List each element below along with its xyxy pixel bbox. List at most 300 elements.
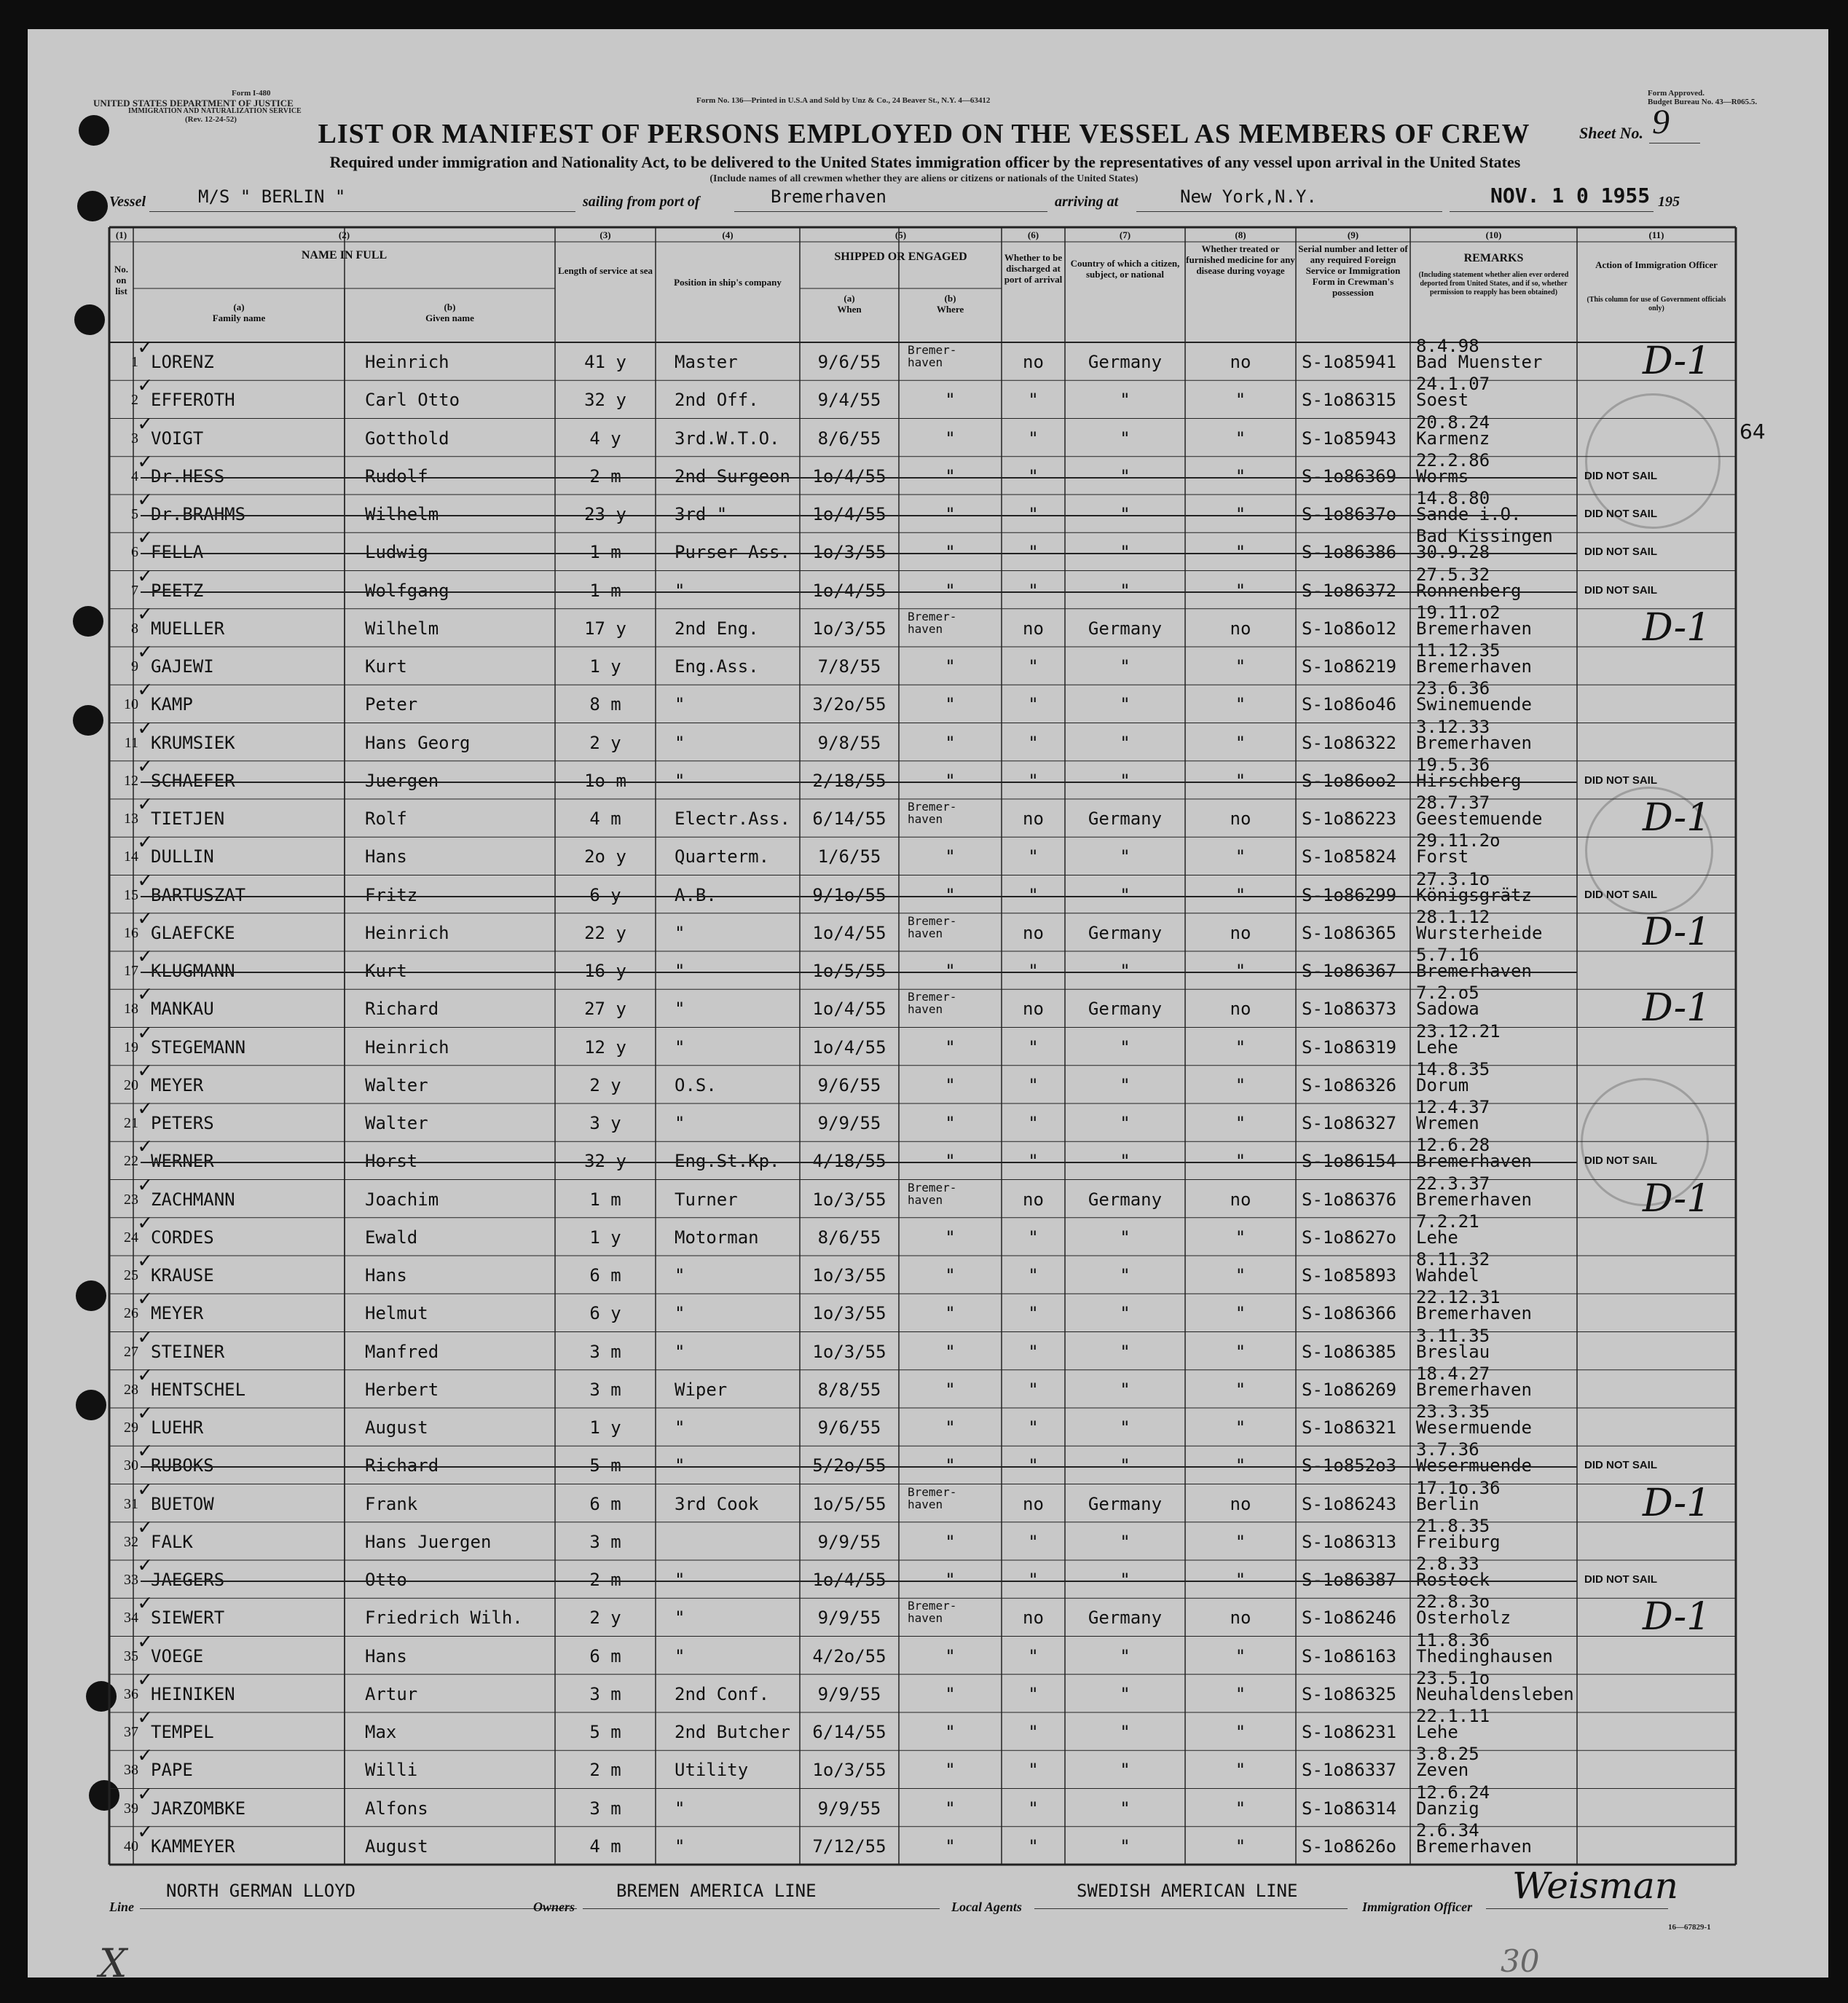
shipped-when: 1o/4/55 (812, 922, 886, 943)
strike-through-line (141, 896, 1577, 897)
col-when-header: (a) When (837, 293, 862, 315)
service: IMMIGRATION AND NATURALIZATION SERVICE (128, 107, 302, 115)
position: " (675, 1645, 685, 1666)
service-length: 1 y (589, 1417, 621, 1438)
row-number: 29 (124, 1420, 138, 1436)
remarks-birthplace: Soest (1416, 390, 1469, 411)
serial-number: S-1o86313 (1302, 1531, 1397, 1552)
check-mark-icon: ✓ (138, 1400, 152, 1425)
check-mark-icon: ✓ (138, 1552, 152, 1578)
family-name: KRAUSE (151, 1265, 214, 1286)
shipped-where: " (945, 732, 956, 753)
shipped-where: " (945, 1074, 956, 1095)
vessel-name: M/S " BERLIN " (198, 186, 346, 207)
given-name: Hans (365, 846, 407, 867)
given-name: Max (365, 1722, 397, 1742)
family-name: HEINIKEN (151, 1683, 235, 1704)
remarks-birthplace: Hirschberg (1416, 770, 1522, 791)
remarks-birthdate: 19.5.36 (1416, 754, 1490, 775)
shipped-where: " (945, 1760, 956, 1781)
medicine: no (1230, 1607, 1251, 1629)
remarks-birthdate: 21.8.35 (1416, 1515, 1490, 1536)
service-length: 2 m (589, 1760, 621, 1781)
col-shipped-header: SHIPPED OR ENGAGED (834, 251, 967, 263)
service-length: 2 m (589, 1570, 621, 1590)
shipped-when: 5/2o/55 (812, 1455, 886, 1476)
sheet-number: 9 (1652, 103, 1670, 141)
check-mark-icon: ✓ (138, 334, 152, 360)
position: Electr.Ass. (675, 808, 790, 829)
position: Turner (675, 1189, 738, 1210)
family-name: JAEGERS (151, 1570, 225, 1590)
position: O.S. (675, 1074, 717, 1095)
position: 2nd Conf. (675, 1683, 770, 1704)
serial-number: S-1o86299 (1302, 884, 1397, 905)
service-length: 4 m (589, 1835, 621, 1857)
remarks-birthdate: 14.8.80 (1416, 488, 1490, 508)
row-number: 36 (124, 1685, 138, 1702)
citizenship: " (1120, 1455, 1131, 1476)
remarks-birthdate: 11.12.35 (1416, 640, 1501, 661)
service-length: 3 m (589, 1341, 621, 1362)
did-not-sail-stamp: DID NOT SAIL (1584, 546, 1657, 559)
serial-number: S-1o86319 (1302, 1036, 1397, 1058)
column-number: (10) (1485, 229, 1502, 240)
remarks-birthplace: Osterholz (1416, 1607, 1511, 1629)
row-number: 23 (124, 1191, 138, 1208)
serial-number: S-1o86325 (1302, 1683, 1397, 1704)
given-name: Wolfgang (365, 580, 449, 601)
given-name: Artur (365, 1683, 418, 1704)
service-length: 4 y (589, 428, 621, 449)
position: " (675, 694, 685, 715)
family-name: LORENZ (151, 352, 214, 372)
discharge: " (1028, 1570, 1039, 1590)
position: A.B. (675, 884, 717, 905)
shipped-where: Bremer- haven (908, 609, 957, 636)
shipped-where: " (945, 1151, 956, 1172)
remarks-birthdate: 3.12.33 (1416, 716, 1490, 737)
officer-action: D-1 (1643, 1176, 1711, 1221)
position: " (675, 1417, 685, 1438)
given-name: Ewald (365, 1227, 418, 1248)
remarks-birthdate: 27.5.32 (1416, 564, 1490, 585)
col-position-header: Position in ship's company (674, 277, 782, 288)
family-name: MUELLER (151, 618, 225, 639)
given-name: Peter (365, 694, 418, 715)
service-length: 6 m (589, 1645, 621, 1666)
page-title: LIST OR MANIFEST OF PERSONS EMPLOYED ON THE VESSEL AS MEMBERS OF CREW (318, 119, 1530, 149)
medicine: " (1235, 961, 1246, 981)
discharge: " (1028, 1760, 1039, 1781)
row-number: 32 (124, 1533, 138, 1550)
remarks-birthplace: Bad Muenster (1416, 352, 1543, 372)
medicine: " (1235, 1417, 1246, 1438)
remarks-birthplace: Wahdel (1416, 1265, 1479, 1286)
row-number: 21 (124, 1115, 138, 1131)
check-mark-icon: ✓ (138, 1361, 152, 1388)
discharge: " (1028, 732, 1039, 753)
officer-signature: Weisman (1512, 1865, 1678, 1907)
given-name: Hans (365, 1265, 407, 1286)
given-name: Manfred (365, 1341, 439, 1362)
citizenship: " (1120, 1417, 1131, 1438)
remarks-birthplace: Zeven (1416, 1760, 1469, 1781)
serial-number: S-1o85824 (1302, 846, 1397, 867)
serial-number: S-1o852o3 (1302, 1455, 1397, 1476)
line-underline (140, 1908, 577, 1909)
remarks-birthdate: 28.7.37 (1416, 792, 1490, 813)
remarks-birthdate: 22.12.31 (1416, 1287, 1501, 1308)
service-length: 1 m (589, 1189, 621, 1210)
remarks-birthplace: Swinemuende (1416, 694, 1532, 715)
service-length: 2 y (589, 1607, 621, 1629)
remarks-birthplace: Berlin (1416, 1493, 1479, 1514)
serial-number: S-1o86365 (1302, 922, 1397, 943)
citizenship: " (1120, 1570, 1131, 1590)
shipped-when: 9/9/55 (817, 1531, 881, 1552)
arriving-port: New York,N.Y. (1180, 186, 1317, 207)
service-length: 3 m (589, 1531, 621, 1552)
given-name: Hans (365, 1645, 407, 1666)
service-length: 2 y (589, 732, 621, 753)
remarks-birthdate: 23.5.1o (1416, 1667, 1490, 1688)
serial-number: S-1o86369 (1302, 465, 1397, 487)
given-name: Wilhelm (365, 504, 439, 524)
family-name: LUEHR (151, 1417, 204, 1438)
medicine: " (1235, 770, 1246, 791)
medicine: " (1235, 542, 1246, 563)
given-name: Frank (365, 1493, 418, 1514)
serial-number: S-1o86372 (1302, 580, 1397, 601)
discharge: " (1028, 1455, 1039, 1476)
shipped-where: " (945, 1645, 956, 1666)
remarks-birthplace: Thedinghausen (1416, 1645, 1553, 1666)
remarks-birthplace: Wursterheide (1416, 922, 1543, 943)
position: Eng.St.Kp. (675, 1151, 780, 1172)
family-name: STEGEMANN (151, 1036, 246, 1058)
discharge: " (1028, 1379, 1039, 1400)
medicine: " (1235, 1227, 1246, 1248)
shipped-when: 9/4/55 (817, 390, 881, 411)
serial-number: S-1o86385 (1302, 1341, 1397, 1362)
row-number: 20 (124, 1077, 138, 1093)
margin-note: 64 (1739, 420, 1766, 444)
discharge: " (1028, 390, 1039, 411)
shipped-where: " (945, 694, 956, 715)
check-mark-icon: ✓ (138, 372, 152, 398)
medicine: " (1235, 656, 1246, 677)
remarks-birthplace: Karmenz (1416, 428, 1490, 449)
shipped-when: 3/2o/55 (812, 694, 886, 715)
family-name: Dr.HESS (151, 465, 225, 487)
discharge: " (1028, 1645, 1039, 1666)
discharge: " (1028, 1113, 1039, 1133)
remarks-birthplace: Rostock (1416, 1570, 1490, 1590)
remarks-birthplace: Bremerhaven (1416, 1151, 1532, 1172)
row-number: 19 (124, 1039, 138, 1055)
shipped-when: 9/6/55 (817, 1074, 881, 1095)
citizenship: " (1120, 428, 1131, 449)
medicine: no (1230, 922, 1251, 943)
shipped-where: " (945, 580, 956, 601)
remarks-birthdate: 23.3.35 (1416, 1401, 1490, 1422)
citizenship: " (1120, 1074, 1131, 1095)
serial-number: S-1o86321 (1302, 1417, 1397, 1438)
family-name: HENTSCHEL (151, 1379, 246, 1400)
given-name: Friedrich Wilh. (365, 1607, 523, 1629)
shipped-where: " (945, 1835, 956, 1857)
remarks-birthdate: 27.3.1o (1416, 868, 1490, 889)
check-mark-icon: ✓ (138, 905, 152, 931)
check-mark-icon: ✓ (138, 562, 152, 589)
did-not-sail-stamp: DID NOT SAIL (1584, 1573, 1657, 1586)
remarks-birthplace: Bremerhaven (1416, 961, 1532, 981)
position: 3rd Cook (675, 1493, 759, 1514)
position: 3rd " (675, 504, 728, 524)
family-name: KAMP (151, 694, 193, 715)
service-length: 3 y (589, 1113, 621, 1133)
position: " (675, 1455, 685, 1476)
position: Wiper (675, 1379, 728, 1400)
citizenship: " (1120, 694, 1131, 715)
family-name: TIETJEN (151, 808, 225, 829)
medicine: " (1235, 580, 1246, 601)
medicine: " (1235, 694, 1246, 715)
remarks-birthplace: Danzig (1416, 1798, 1479, 1819)
agents-label: Local Agents (951, 1900, 1022, 1914)
sailing-label: sailing from port of (583, 194, 700, 210)
citizenship: Germany (1088, 808, 1163, 829)
citizenship: " (1120, 1722, 1131, 1742)
row-number: 35 (124, 1648, 138, 1664)
citizenship: Germany (1088, 1493, 1163, 1514)
serial-number: S-1o86322 (1302, 732, 1397, 753)
medicine: " (1235, 504, 1246, 524)
shipped-where: " (945, 1455, 956, 1476)
family-name: VOEGE (151, 1645, 204, 1666)
row-number: 18 (124, 1001, 138, 1018)
serial-number: S-1o86269 (1302, 1379, 1397, 1400)
check-mark-icon: ✓ (138, 752, 152, 779)
shipped-where: " (945, 1531, 956, 1552)
medicine: " (1235, 465, 1246, 487)
medicine: " (1235, 846, 1246, 867)
given-name: August (365, 1417, 428, 1438)
discharge: " (1028, 465, 1039, 487)
position: Eng.Ass. (675, 656, 759, 677)
official-stamp (1581, 1078, 1709, 1206)
family-name: PETERS (151, 1113, 214, 1133)
shipped-when: 9/8/55 (817, 732, 881, 753)
shipped-where: " (945, 465, 956, 487)
family-name: GAJEWI (151, 656, 214, 677)
service-length: 3 m (589, 1683, 621, 1704)
given-name: August (365, 1835, 428, 1857)
discharge: " (1028, 770, 1039, 791)
service-length: 6 y (589, 884, 621, 905)
shipped-where: " (945, 1683, 956, 1704)
check-mark-icon: ✓ (138, 791, 152, 816)
serial-number: S-1o86373 (1302, 999, 1397, 1020)
family-name: TEMPEL (151, 1722, 214, 1742)
shipped-when: 8/8/55 (817, 1379, 881, 1400)
family-name: PEETZ (151, 580, 204, 601)
family-name: KRUMSIEK (151, 732, 235, 753)
check-mark-icon: ✓ (138, 410, 152, 436)
shipped-where: " (945, 504, 956, 524)
citizenship: " (1120, 580, 1131, 601)
check-mark-icon: ✓ (138, 1209, 152, 1235)
serial-number: S-1o86223 (1302, 808, 1397, 829)
department: UNITED STATES DEPARTMENT OF JUSTICE (93, 98, 294, 109)
citizenship: " (1120, 1379, 1131, 1400)
citizenship: " (1120, 884, 1131, 905)
position: " (675, 1607, 685, 1629)
service-length: 6 y (589, 1303, 621, 1324)
remarks-birthplace: Bremerhaven (1416, 1379, 1532, 1400)
owners-underline (583, 1908, 940, 1909)
citizenship: " (1120, 542, 1131, 563)
serial-number: S-1o8637o (1302, 504, 1397, 524)
year-suffix: 195 (1658, 194, 1680, 210)
shipped-when: 9/9/55 (817, 1798, 881, 1819)
citizenship: Germany (1088, 618, 1163, 639)
position: Purser Ass. (675, 542, 790, 563)
discharge: " (1028, 884, 1039, 905)
discharge: " (1028, 1227, 1039, 1248)
col-list-number-header: No. on list (114, 264, 129, 296)
family-name: RUBOKS (151, 1455, 214, 1476)
row-number: 5 (131, 506, 138, 522)
check-mark-icon: ✓ (138, 1095, 152, 1121)
remarks-birthdate: 24.1.07 (1416, 374, 1490, 395)
given-name: Rolf (365, 808, 407, 829)
medicine: " (1235, 1379, 1246, 1400)
family-name: MEYER (151, 1303, 204, 1324)
remarks-birthplace: Lehe (1416, 1227, 1458, 1248)
citizenship: Germany (1088, 352, 1163, 372)
serial-number: S-1o86219 (1302, 656, 1397, 677)
margin-mark-30: 30 (1501, 1943, 1540, 1979)
shipped-when: 1o/3/55 (812, 1341, 886, 1362)
discharge: " (1028, 1265, 1039, 1286)
strike-through-line (141, 477, 1577, 479)
position: Master (675, 352, 738, 372)
remarks-birthdate: 3.8.25 (1416, 1744, 1479, 1765)
given-name: Heinrich (365, 352, 449, 372)
col-service-header: Length of service at sea (558, 265, 653, 276)
family-name: SIEWERT (151, 1607, 225, 1629)
service-length: 4 m (589, 808, 621, 829)
serial-number: S-1o86oo2 (1302, 770, 1397, 791)
discharge: " (1028, 1036, 1039, 1058)
discharge: " (1028, 1341, 1039, 1362)
medicine: " (1235, 1798, 1246, 1819)
remarks-birthdate: 12.6.24 (1416, 1782, 1490, 1803)
serial-number: S-1o85941 (1302, 352, 1397, 372)
remarks-birthdate: 5.7.16 (1416, 945, 1479, 965)
service-length: 1 m (589, 580, 621, 601)
medicine: " (1235, 1265, 1246, 1286)
serial-number: S-1o86387 (1302, 1570, 1397, 1590)
row-number: 13 (124, 811, 138, 827)
check-mark-icon: ✓ (138, 487, 152, 512)
check-mark-icon: ✓ (138, 600, 152, 626)
position: " (675, 1265, 685, 1286)
family-name: DULLIN (151, 846, 214, 867)
medicine: " (1235, 1760, 1246, 1781)
serial-number: S-1o86o12 (1302, 618, 1397, 639)
shipped-when: 1o/4/55 (812, 580, 886, 601)
shipped-when: 1/6/55 (817, 846, 881, 867)
discharge: " (1028, 1531, 1039, 1552)
remarks-birthplace: Lehe (1416, 1722, 1458, 1742)
shipped-when: 9/1o/55 (812, 884, 886, 905)
discharge: no (1023, 1493, 1044, 1514)
service-length: 5 m (589, 1722, 621, 1742)
check-mark-icon: ✓ (138, 1704, 152, 1730)
shipped-where: " (945, 1265, 956, 1286)
serial-number: S-1o85943 (1302, 428, 1397, 449)
did-not-sail-stamp: DID NOT SAIL (1584, 469, 1657, 482)
check-mark-icon: ✓ (138, 829, 152, 855)
service-length: 2 y (589, 1074, 621, 1095)
form-id: Form I-480 (232, 89, 271, 98)
medicine: " (1235, 1151, 1246, 1172)
position: Utility (675, 1760, 749, 1781)
citizenship: Germany (1088, 1189, 1163, 1210)
remarks-birthdate: Bad Kissingen (1416, 526, 1553, 547)
citizenship: " (1120, 1683, 1131, 1704)
discharge: " (1028, 1151, 1039, 1172)
col-family-name-header: (a) Family name (212, 302, 266, 323)
row-number: 24 (124, 1229, 138, 1246)
service-length: 3 m (589, 1798, 621, 1819)
family-name: PAPE (151, 1760, 193, 1781)
shipped-where: Bremer- haven (908, 990, 957, 1017)
given-name: Heinrich (365, 922, 449, 943)
shipped-when: 6/14/55 (812, 808, 886, 829)
remarks-birthdate: 22.1.11 (1416, 1706, 1490, 1726)
serial-number: S-1o86243 (1302, 1493, 1397, 1514)
family-name: BUETOW (151, 1493, 214, 1514)
row-number: 6 (131, 544, 138, 561)
shipped-where: " (945, 1798, 956, 1819)
strike-through-line (141, 1466, 1577, 1468)
row-number: 39 (124, 1800, 138, 1817)
remarks-birthplace: Bremerhaven (1416, 1189, 1532, 1210)
serial-number: S-1o85893 (1302, 1265, 1397, 1286)
shipped-when: 9/6/55 (817, 1417, 881, 1438)
row-number: 12 (124, 772, 138, 789)
officer-label: Immigration Officer (1362, 1900, 1473, 1914)
given-name: Alfons (365, 1798, 428, 1819)
position: " (675, 1036, 685, 1058)
shipped-where: " (945, 1379, 956, 1400)
strike-through-line (141, 591, 1577, 593)
row-number: 2 (131, 392, 138, 409)
given-name: Hans Juergen (365, 1531, 492, 1552)
column-number: (3) (599, 229, 611, 240)
medicine: " (1235, 1036, 1246, 1058)
approved: Form Approved. (1648, 89, 1705, 98)
citizenship: " (1120, 770, 1131, 791)
remarks-birthdate: 29.11.2o (1416, 830, 1501, 851)
check-mark-icon: ✓ (138, 1514, 152, 1540)
shipped-where: " (945, 1341, 956, 1362)
position: Quarterm. (675, 846, 770, 867)
